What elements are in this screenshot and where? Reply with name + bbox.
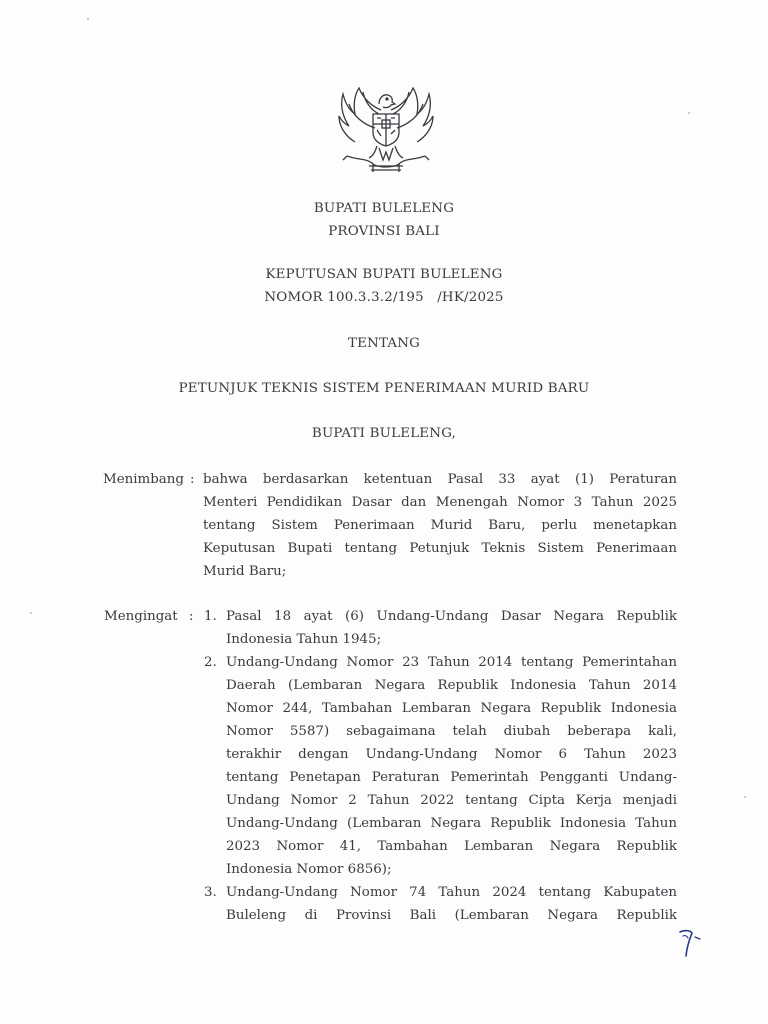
menimbang-line: bahwa berdasarkan ketentuan Pasal 33 ayat (1) Peraturan (203, 472, 677, 487)
list-item-line: Buleleng di Provinsi Bali (Lembaran Negara Republik (226, 908, 677, 923)
list-item-line: Undang-Undang Nomor 74 Tahun 2024 tentang Kabupaten (226, 885, 677, 900)
decree-subject: PETUNJUK TEKNIS SISTEM PENERIMAAN MURID BARU (178, 381, 590, 396)
list-item-line: Daerah (Lembaran Negara Republik Indonesia Tahun 2014 (226, 678, 677, 693)
menimbang-line: Menteri Pendidikan Dasar dan Menengah Nomor 3 Tahun 2025 (203, 495, 677, 510)
list-item-line: Indonesia Tahun 1945; (226, 632, 382, 647)
tentang-heading: TENTANG (347, 336, 421, 351)
decree-title: KEPUTUSAN BUPATI BULELENG (265, 267, 503, 282)
list-item-number: 2. (204, 655, 217, 670)
list-item-number: 1. (204, 609, 217, 624)
garuda-emblem-icon (333, 80, 439, 180)
menimbang-line: Murid Baru; (203, 564, 287, 579)
authority-line: BUPATI BULELENG, (311, 426, 457, 441)
scan-speck (744, 796, 746, 798)
list-item-line: Undang-Undang (Lembaran Negara Republik Indonesia Tahun (226, 816, 677, 831)
list-item-line: terakhir dengan Undang-Undang Nomor 6 Tahun 2023 (226, 747, 677, 762)
list-item-line: Undang-Undang Nomor 23 Tahun 2014 tentang Pemerintahan (226, 655, 677, 670)
scan-speck (87, 18, 89, 20)
list-item-line: tentang Penetapan Peraturan Pemerintah Pengganti Undang- (226, 770, 677, 785)
handwritten-initial-icon (676, 924, 706, 964)
decree-number: NOMOR 100.3.3.2/195 /HK/2025 (264, 290, 504, 305)
menimbang-colon: : (190, 472, 195, 487)
list-item-number: 3. (204, 885, 217, 900)
mengingat-label: Mengingat (104, 609, 178, 624)
list-item-line: Nomor 244, Tambahan Lembaran Negara Republik Indonesia (226, 701, 677, 716)
list-item-line: Pasal 18 ayat (6) Undang-Undang Dasar Negara Republik (226, 609, 677, 624)
list-item-line: 2023 Nomor 41, Tambahan Lembaran Negara Republik (226, 839, 677, 854)
regent-title: BUPATI BULELENG (313, 201, 455, 216)
list-item-line: Undang Nomor 2 Tahun 2022 tentang Cipta Kerja menjadi (226, 793, 677, 808)
mengingat-colon: : (189, 609, 194, 624)
menimbang-label: Menimbang (103, 472, 184, 487)
scan-speck (30, 612, 32, 614)
list-item-line: Indonesia Nomor 6856); (226, 862, 392, 877)
scan-speck (688, 112, 690, 114)
menimbang-line: tentang Sistem Penerimaan Murid Baru, perlu menetapkan (203, 518, 677, 533)
province-title: PROVINSI BALI (328, 224, 440, 239)
list-item-line: Nomor 5587) sebagaimana telah diubah beberapa kali, (226, 724, 677, 739)
menimbang-line: Keputusan Bupati tentang Petunjuk Teknis Sistem Penerimaan (203, 541, 677, 556)
